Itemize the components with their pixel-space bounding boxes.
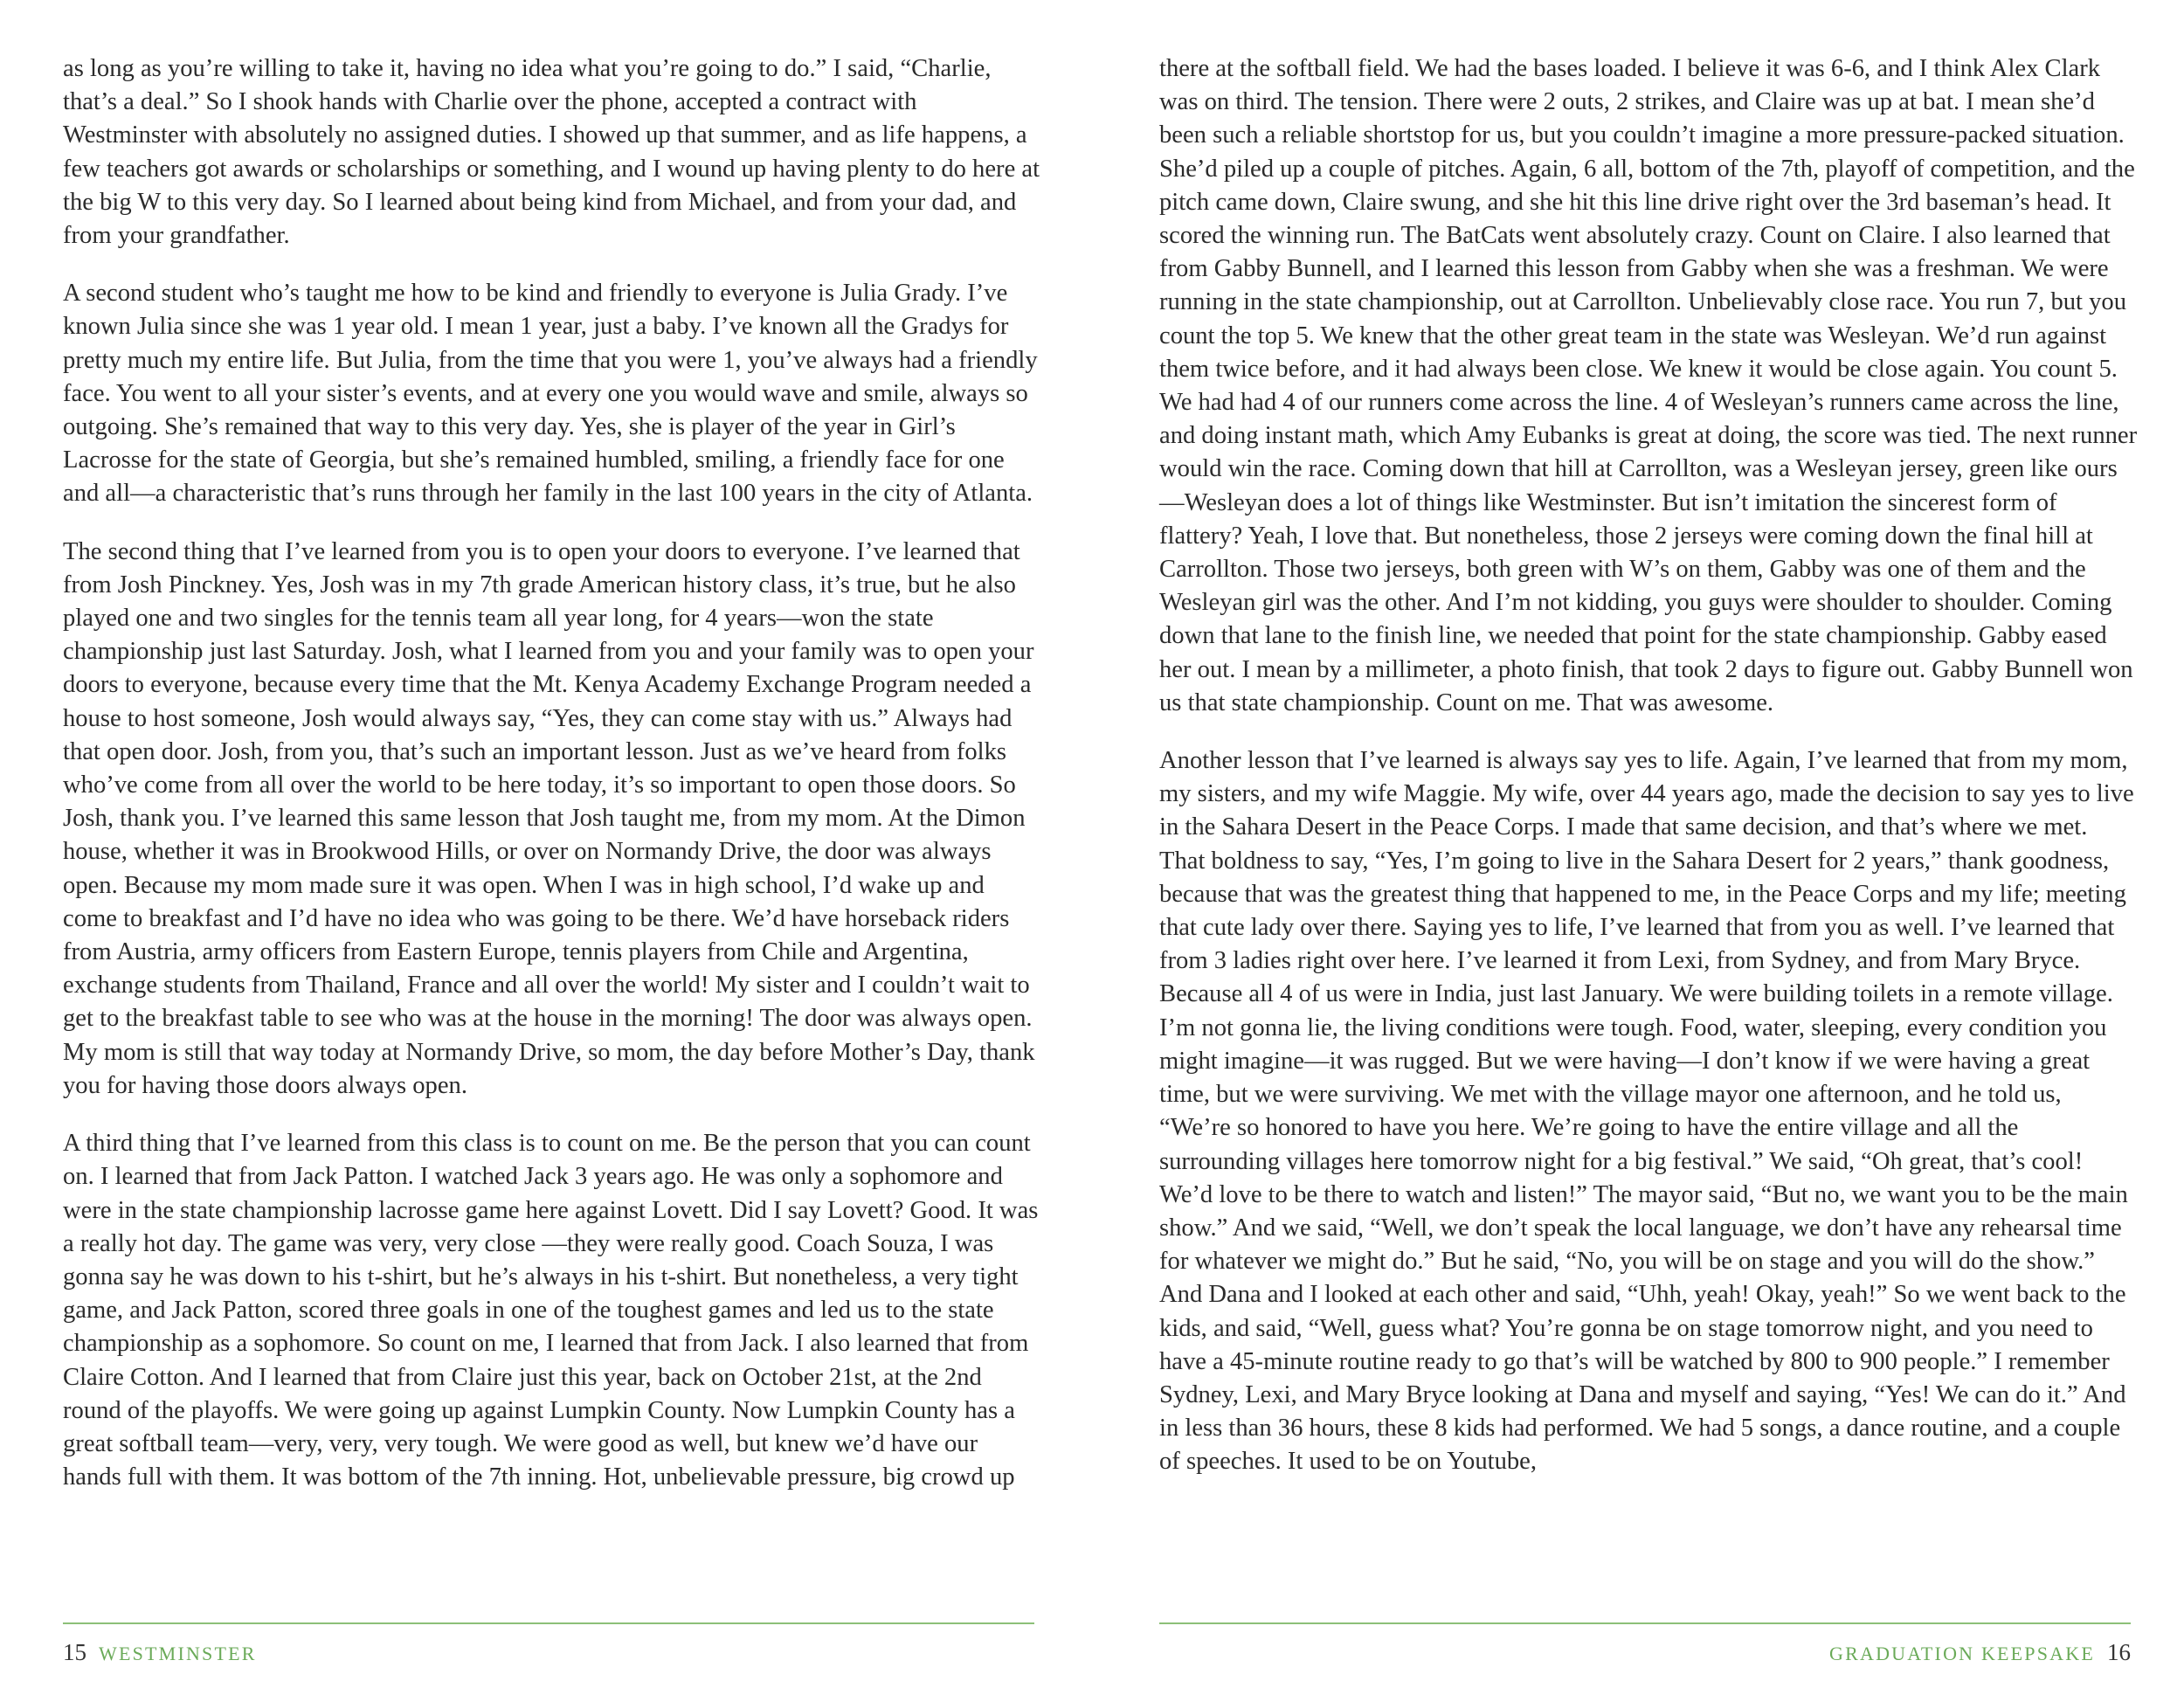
right-paragraph-1: there at the softball field. We had the bases loaded. I believe it was 6-6, and I think Alex Clark was on third. The tension. There were 2 outs, 2 strikes, and Claire was up at bat. I mean she’d been such a reliable shortstop for us, but you couldn’t imagine a more pressure-packed situation. She’d piled up a couple of pitches. Again, 6 all, bottom of the 7th, playoff of competition, and the pitch came down, Claire swung, and she hit this line drive right over the 3rd baseman’s head. It scored the winning run. The BatCats went absolutely crazy. Count on Claire. I also learned that from Gabby Bunnell, and I learned this lesson from Gabby when she was a freshman. We were running in the state championship, out at Carrollton. Unbelievably close race. You run 7, but you count the top 5. We knew that the other great team in the state was Wesleyan. We’d run against them twice before, and it had always been close. We knew it would be close again. You count 5. We had had 4 of our runners come across the line. 4 of Wesleyan’s runners came across the line, and doing instant math, which Amy Eubanks is great at doing, the score was tied. The next runner would win the race. Coming down that hill at Carrollton, was a Wesleyan jersey, green like ours—Wesleyan does a lot of things like Westminster. But isn’t imitation the sincerest form of flattery? Yeah, I love that. But nonetheless, those 2 jerseys were coming down the final hill at Carrollton. Those two jerseys, both green with W’s on them, Gabby was one of them and the Wesleyan girl was the other. And I’m not kidding, you guys were shoulder to shoulder. Coming down that lane to the finish line, we needed that point for the state championship. Gabby eased her out. I mean by a millimeter, a photo finish, that took 2 days to figure out. Gabby Bunnell won us that state championship. Count on me. That was awesome. [1159, 55, 2138, 716]
footer-rule-left [63, 1622, 1034, 1624]
running-head-right: GRADUATION KEEPSAKE [1829, 1643, 2095, 1664]
page-number-right: 16 [2107, 1639, 2131, 1665]
right-page [1159, 52, 2138, 1504]
left-paragraph-2: A second student who’s taught me how to be kind and friendly to everyone is Julia Grady. I’ve known Julia since she was 1 year old. I mean 1 year, just a baby. I’ve known all the Gradys for pretty much my entire life. But Julia, from the time that you were 1, you’ve always had a friendly face. You went to all your sister’s events, and at every one you would wave and smile, always so outgoing. She’s remained that way to this very day. Yes, she is player of the year in Girl’s Lacrosse for the state of Georgia, but she’s remained humbled, smiling, a friendly face for one and all—a characteristic that’s runs through her family in the last 100 years in the city of Atlanta. [63, 280, 1038, 508]
left-footer [63, 1622, 1034, 1675]
left-page [63, 52, 1041, 1519]
right-paragraph-2: Another lesson that I’ve learned is always say yes to life. Again, I’ve learned that from my mom, my sisters, and my wife Maggie. My wife, over 44 years ago, made the decision to say yes to live in the Sahara Desert in the Peace Corps. I made that same decision, and that’s where we met. That boldness to say, “Yes, I’m going to live in the Sahara Desert for 2 years,” thank goodness, because that was the greatest thing that happened to me, in the Peace Corps and my life; meeting that cute lady over there. Saying yes to life, I’ve learned that from you as well. I’ve learned that from 3 ladies right over here. I’ve learned it from Lexi, from Sydney, and from Mary Bryce. Because all 4 of us were in India, just last January. We were building toilets in a remote village. I’m not gonna lie, the living conditions were tough. Food, water, sleeping, every condition you might imagine—it was rugged. But we were having—I don’t know if we were having a great time, but we were surviving. We met with the village mayor one afternoon, and he told us, “We’re so honored to have you here. We’re going to have the entire village and all the surrounding villages here tomorrow night for a big festival.” We said, “Oh great, that’s cool! We’d love to be there to watch and listen!” The mayor said, “But no, we want you to be the main show.” And we said, “Well, we don’t speak the local language, we don’t have any rehearsal time for whatever we might do.” But he said, “No, you will be on stage and you will do the show.” And Dana and I looked at each other and said, “Uhh, yeah! Okay, yeah!” So we went back to the kids, and said, “Well, guess what? You’re gonna be on stage tomorrow night, and you need to have a 45-minute routine ready to go that’s will be watched by 800 to 900 people.” I remember Sydney, Lexi, and Mary Bryce looking at Dana and myself and saying, “Yes! We can do it.” And in less than 36 hours, these 8 kids had performed. We had 5 songs, a dance routine, and a couple of speeches. It used to be on Youtube, [1159, 747, 2134, 1476]
page-number-left: 15 [63, 1639, 86, 1665]
left-paragraph-1: as long as you’re willing to take it, having no idea what you’re going to do.” I said, “Charlie, that’s a deal.” So I shook hands with Charlie over the phone, accepted a contract with Westminster with absolutely no assigned duties. I showed up that summer, and as life happens, a few teachers got awards or scholarships or something, and I wound up having plenty to do here at the big W to this very day. So I learned about being kind from Michael, and from your dad, and from your grandfather. [63, 55, 1040, 250]
running-head-left: WESTMINSTER [99, 1643, 257, 1664]
left-paragraph-4: A third thing that I’ve learned from this class is to count on me. Be the person that you can count on. I learned that from Jack Patton. I watched Jack 3 years ago. He was only a sophomore and were in the state championship lacrosse game here against Lovett. Did I say Lovett? Good. It was a really hot day. The game was very, very close —they were really good. Coach Souza, I was gonna say he was down to his t-shirt, but he’s always in his t-shirt. But nonetheless, a very tight game, and Jack Patton, scored three goals in one of the toughest games and led us to the state championship as a sophomore. So count on me, I learned that from Jack. I also learned that from Claire Cotton. And I learned that from Claire just this year, back on October 21st, at the 2nd round of the playoffs. We were going up against Lumpkin County. Now Lumpkin County has a great softball team—very, very, very tough. We were good as well, but knew we’d have our hands full with them. It was bottom of the 7th inning. Hot, unbelievable pressure, big crowd up [63, 1130, 1039, 1491]
right-footer [1159, 1622, 2131, 1675]
right-footer-text [1829, 1635, 2131, 1671]
left-footer-text [63, 1635, 257, 1671]
footer-rule-right [1159, 1622, 2131, 1624]
left-paragraph-3: The second thing that I’ve learned from you is to open your doors to everyone. I’ve learned that from Josh Pinckney. Yes, Josh was in my 7th grade American history class, it’s true, but he also played one and two singles for the tennis team all year long, for 4 years—won the state championship just last Saturday. Josh, what I learned from you and your family was to open your doors to everyone, because every time that the Mt. Kenya Academy Exchange Program needed a house to host someone, Josh would always say, “Yes, they can come stay with us.” Always had that open door. Josh, from you, that’s such an important lesson. Just as we’ve heard from folks who’ve come from all over the world to be here today, it’s so important to open those doors. So Josh, thank you. I’ve learned this same lesson that Josh taught me, from my mom. At the Dimon house, whether it was in Brookwood Hills, or over on Normandy Drive, the door was always open. Because my mom made sure it was open. When I was in high school, I’d wake up and come to breakfast and I’d have no idea who was going to be there. We’d have horseback riders from Austria, army officers from Eastern Europe, tennis players from Chile and Argentina, exchange students from Thailand, France and all over the world! My sister and I couldn’t wait to get to the breakfast table to see who was at the house in the morning! The door was always open. My mom is still that way today at Normandy Drive, so mom, the day before Mother’s Day, thank you for having those doors always open. [63, 537, 1035, 1099]
